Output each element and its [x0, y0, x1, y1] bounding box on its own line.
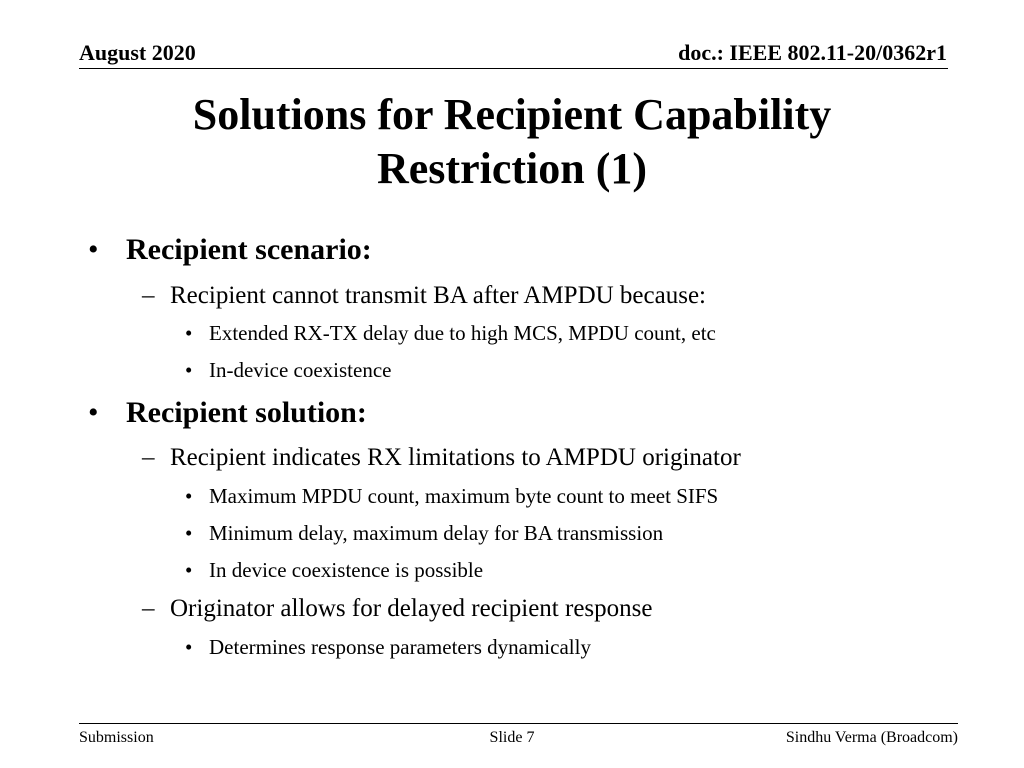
list-item [185, 634, 591, 660]
dash-marker: – [142, 282, 155, 309]
list-item-text: Determines response parameters dynamically [209, 635, 591, 659]
list-item [185, 557, 484, 583]
footer-author: Sindhu Verma (Broadcom) [785, 729, 958, 746]
slide-title-line-1: Solutions for Recipient Capability [192, 90, 832, 139]
bullet-marker: • [185, 321, 193, 345]
slide-title-line-2: Restriction (1) [376, 144, 647, 193]
dash-marker: – [142, 595, 155, 622]
subbullet-text: Recipient cannot transmit BA after AMPDU because: [170, 282, 706, 309]
bullet-recipient-solution [88, 395, 367, 431]
bullet-marker: • [88, 233, 99, 266]
bullet-marker: • [185, 635, 193, 659]
list-item [185, 357, 392, 383]
subbullet-cannot-transmit [142, 281, 706, 311]
bullet-text: Recipient scenario: [126, 233, 372, 266]
footer-slide-number: Slide 7 [489, 729, 535, 746]
dash-marker: – [142, 444, 155, 471]
subbullet-delayed-response [142, 594, 653, 624]
bullet-marker: • [185, 484, 193, 508]
bullet-marker: • [185, 558, 193, 582]
bullet-recipient-scenario [88, 232, 372, 268]
list-item-text: In device coexistence is possible [209, 558, 484, 582]
bullet-marker: • [185, 521, 193, 545]
list-item-text: Minimum delay, maximum delay for BA transmission [209, 521, 664, 545]
header-doc-id: doc.: IEEE 802.11-20/0362r1 [678, 40, 947, 65]
list-item [185, 483, 719, 509]
bullet-text: Recipient solution: [126, 396, 367, 429]
subbullet-text: Recipient indicates RX limitations to AMPDU originator [170, 444, 741, 471]
list-item-text: In-device coexistence [209, 358, 392, 382]
footer-submission: Submission [79, 729, 154, 746]
list-item [185, 320, 716, 346]
list-item-text: Maximum MPDU count, maximum byte count to meet SIFS [209, 484, 719, 508]
subbullet-text: Originator allows for delayed recipient response [170, 595, 653, 622]
subbullet-rx-limitations [142, 443, 741, 473]
list-item [185, 520, 664, 546]
bullet-marker: • [185, 358, 193, 382]
header-date: August 2020 [79, 40, 196, 65]
list-item-text: Extended RX-TX delay due to high MCS, MPDU count, etc [209, 321, 716, 345]
footer-divider [79, 723, 958, 724]
bullet-marker: • [88, 396, 99, 429]
